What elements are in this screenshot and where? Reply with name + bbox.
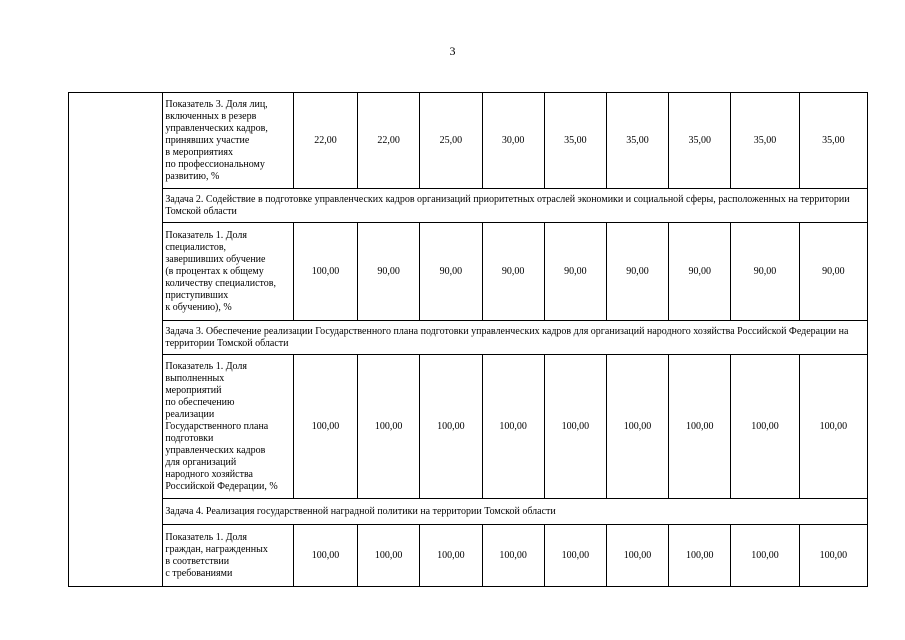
indicator-value: 100,00 [544,525,606,587]
indicator-value: 35,00 [731,93,799,189]
indicator-value: 90,00 [606,223,668,321]
task-text: Задача 4. Реализация государственной наградной политики на территории Томской области [163,499,868,525]
indicator-value: 100,00 [420,355,482,499]
indicator-value: 100,00 [731,525,799,587]
indicator-value: 100,00 [358,355,420,499]
task-text: Задача 3. Обеспечение реализации Государственного плана подготовки управленческих кадров для организаций народного хозяйства Российской Федерации на территории Томской области [163,321,868,355]
indicator-value: 90,00 [669,223,731,321]
indicator-value: 90,00 [358,223,420,321]
indicator-value: 100,00 [420,525,482,587]
page-number: 3 [449,44,456,58]
indicator-value: 35,00 [799,93,867,189]
task-row [69,189,868,223]
indicator-value: 100,00 [606,355,668,499]
empty-left-column [69,93,163,587]
indicator-value: 90,00 [482,223,544,321]
indicator-value: 35,00 [669,93,731,189]
task-text: Задача 2. Содействие в подготовке управленческих кадров организаций приоритетных отраслей экономики и социальной сферы, расположенных на территории Томской области [163,189,868,223]
indicator-value: 100,00 [358,525,420,587]
indicator-name: Показатель 1. Доля граждан, награжденных в соответствии с требованиями [163,525,293,587]
indicator-value: 90,00 [420,223,482,321]
indicator-value: 100,00 [482,525,544,587]
table-body [69,93,868,587]
indicator-value: 100,00 [799,525,867,587]
indicator-value: 100,00 [482,355,544,499]
indicator-value: 100,00 [293,525,357,587]
indicator-value: 25,00 [420,93,482,189]
indicator-value: 22,00 [358,93,420,189]
task-row [69,321,868,355]
indicator-row [69,355,868,499]
indicator-value: 35,00 [606,93,668,189]
indicator-row [69,525,868,587]
indicator-value: 100,00 [606,525,668,587]
indicator-value: 100,00 [544,355,606,499]
indicator-value: 35,00 [544,93,606,189]
task-row [69,499,868,525]
indicator-row [69,93,868,189]
indicator-value: 100,00 [799,355,867,499]
indicator-name: Показатель 1. Доля выполненных мероприятий по обеспечению реализации Государственного плана подготовки управленческих кадров для организаций народного хозяйства Российской Федерации, % [163,355,293,499]
indicator-value: 100,00 [669,525,731,587]
indicator-value: 100,00 [293,223,357,321]
indicator-value: 90,00 [544,223,606,321]
indicators-table [68,92,868,587]
indicator-value: 100,00 [669,355,731,499]
indicator-name: Показатель 1. Доля специалистов, завершивших обучение (в процентах к общему количеству специалистов, приступивших к обучению), % [163,223,293,321]
indicator-value: 90,00 [731,223,799,321]
indicator-value: 22,00 [293,93,357,189]
indicator-value: 30,00 [482,93,544,189]
indicator-value: 100,00 [731,355,799,499]
indicator-value: 90,00 [799,223,867,321]
indicator-row [69,223,868,321]
indicator-value: 100,00 [293,355,357,499]
indicator-name: Показатель 3. Доля лиц, включенных в резерв управленческих кадров, принявших участие в мероприятиях по профессиональному развитию, % [163,93,293,189]
